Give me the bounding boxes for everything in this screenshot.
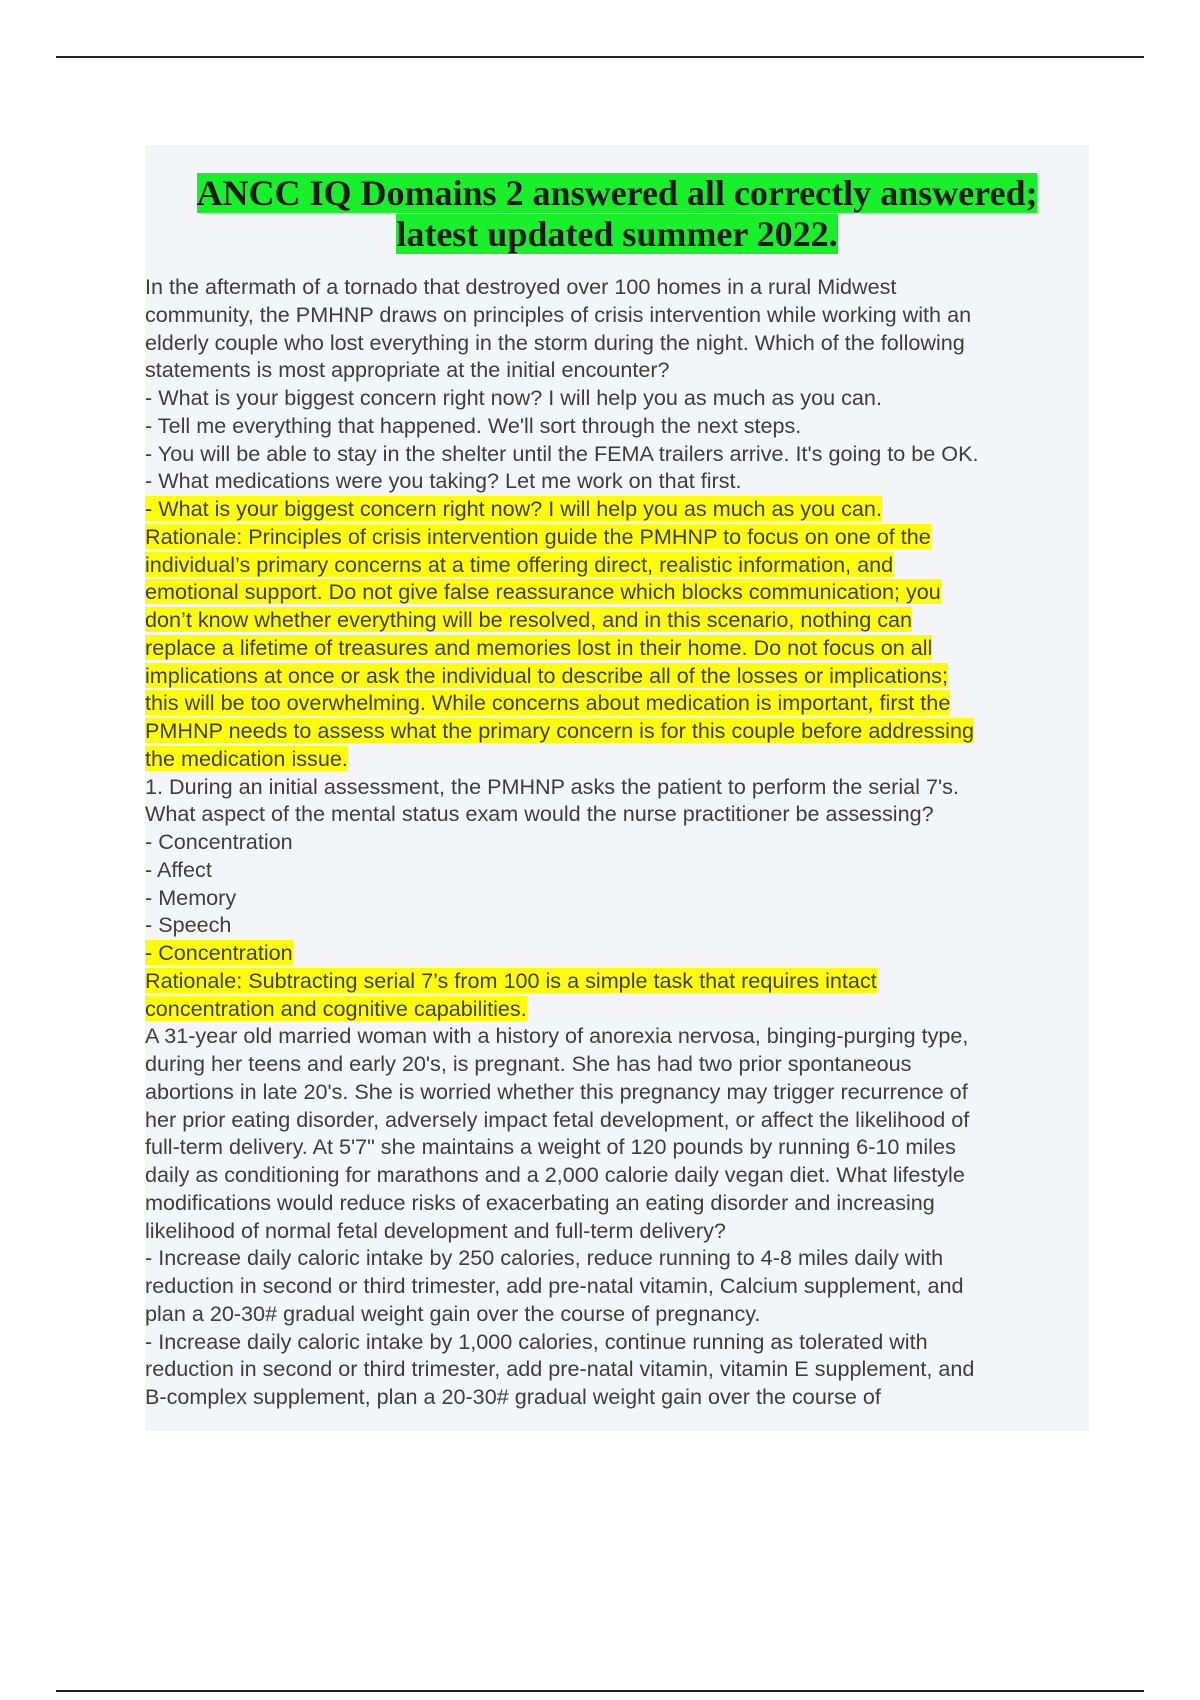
text-line <box>145 1022 1089 1050</box>
text-line <box>145 1106 1089 1134</box>
line-text: likelihood of normal fetal development and full-term delivery? <box>145 1217 726 1243</box>
title-line-1: ANCC IQ Domains 2 answered all correctly answered; <box>196 173 1038 213</box>
text-line <box>145 1300 1089 1328</box>
line-text: What aspect of the mental status exam would the nurse practitioner be assessing? <box>145 801 934 827</box>
line-text: B-complex supplement, plan a 20-30# gradual weight gain over the course of <box>145 1384 881 1409</box>
highlighted-answer-line <box>145 634 1089 662</box>
text-line <box>145 1217 1089 1245</box>
line-text: reduction in second or third trimester, add pre-natal vitamin, Calcium supplement, and <box>145 1273 964 1298</box>
text-line <box>145 412 1089 440</box>
line-text: replace a lifetime of treasures and memories lost in their home. Do not focus on all <box>145 634 933 660</box>
line-text: her prior eating disorder, adversely impact fetal development, or affect the likelihood of <box>145 1106 970 1132</box>
text-line <box>145 1244 1089 1272</box>
line-text: Rationale: Principles of crisis intervention guide the PMHNP to focus on one of the <box>145 523 931 549</box>
highlighted-answer-line <box>145 523 1089 551</box>
text-line <box>145 384 1089 412</box>
line-text: this will be too overwhelming. While concerns about medication is important, first the <box>145 690 951 716</box>
text-line <box>145 440 1089 468</box>
line-text: during her teens and early 20's, is pregnant. She has had two prior spontaneous <box>145 1051 912 1076</box>
text-line <box>145 1355 1089 1383</box>
text-line <box>145 1133 1089 1161</box>
text-line <box>145 884 1089 912</box>
line-text: - What is your biggest concern right now? I will help you as much as you can. <box>145 496 882 521</box>
document-content <box>145 145 1089 1431</box>
highlighted-answer-line <box>145 495 1089 523</box>
document-title <box>145 173 1089 255</box>
line-text: elderly couple who lost everything in the storm during the night. Which of the following <box>145 329 965 355</box>
line-text: daily as conditioning for marathons and a 2,000 calorie daily vegan diet. What lifestyle <box>145 1162 965 1187</box>
line-text: modifications would reduce risks of exacerbating an eating disorder and increasing <box>145 1189 935 1215</box>
line-text: - What medications were you taking? Let me work on that first. <box>145 468 742 494</box>
text-line <box>145 356 1089 384</box>
line-text: - You will be able to stay in the shelter until the FEMA trailers arrive. It's going to be OK. <box>145 440 979 466</box>
line-text: A 31-year old married woman with a history of anorexia nervosa, binging-purging type, <box>145 1023 969 1049</box>
line-text: the medication issue. <box>145 745 348 771</box>
highlighted-answer-line <box>145 606 1089 634</box>
highlighted-answer-line <box>145 995 1089 1023</box>
line-text: concentration and cognitive capabilities. <box>145 995 527 1021</box>
text-line <box>145 467 1089 495</box>
line-text: implications at once or ask the individual to describe all of the losses or implications; <box>145 662 948 688</box>
page-bottom-rule <box>56 1690 1144 1692</box>
highlighted-answer-line <box>145 551 1089 579</box>
line-text: - Speech <box>145 912 232 938</box>
text-line <box>145 273 1089 301</box>
line-text: community, the PMHNP draws on principles of crisis intervention while working with an <box>145 301 972 327</box>
text-line <box>145 301 1089 329</box>
highlighted-answer-line <box>145 967 1089 995</box>
line-text: plan a 20-30# gradual weight gain over the course of pregnancy. <box>145 1300 761 1326</box>
line-text: PMHNP needs to assess what the primary concern is for this couple before addressing <box>145 718 974 743</box>
line-text: 1. During an initial assessment, the PMHNP asks the patient to perform the serial 7's. <box>145 773 959 799</box>
text-line <box>145 911 1089 939</box>
text-line <box>145 1078 1089 1106</box>
highlighted-answer-line <box>145 689 1089 717</box>
line-text: - Concentration <box>145 940 293 965</box>
highlighted-answer-line <box>145 662 1089 690</box>
line-text: - Affect <box>145 856 212 882</box>
line-text: In the aftermath of a tornado that destroyed over 100 homes in a rural Midwest <box>145 274 897 299</box>
line-text: - Increase daily caloric intake by 1,000 calories, continue running as tolerated with <box>145 1328 928 1354</box>
text-line <box>145 1189 1089 1217</box>
text-line <box>145 828 1089 856</box>
line-text: emotional support. Do not give false reassurance which blocks communication; you <box>145 579 941 605</box>
highlighted-answer-line <box>145 578 1089 606</box>
line-text: full-term delivery. At 5'7" she maintains a weight of 120 pounds by running 6-10 miles <box>145 1134 956 1160</box>
line-text: individual’s primary concerns at a time offering direct, realistic information, and <box>145 551 894 577</box>
highlighted-answer-line <box>145 939 1089 967</box>
line-text: abortions in late 20's. She is worried whether this pregnancy may trigger recurrence of <box>145 1078 968 1104</box>
line-text: - Tell me everything that happened. We'll sort through the next steps. <box>145 412 802 438</box>
line-text: statements is most appropriate at the initial encounter? <box>145 357 670 383</box>
highlighted-answer-line <box>145 717 1089 745</box>
line-text: - What is your biggest concern right now? I will help you as much as you can. <box>145 385 882 410</box>
text-line <box>145 800 1089 828</box>
text-line <box>145 773 1089 801</box>
highlighted-answer-line <box>145 745 1089 773</box>
text-line <box>145 1272 1089 1300</box>
title-line-2: latest updated summer 2022. <box>396 214 838 254</box>
text-line <box>145 329 1089 357</box>
page-top-rule <box>56 56 1144 58</box>
line-text: don’t know whether everything will be resolved, and in this scenario, nothing can <box>145 607 913 632</box>
line-text: - Concentration <box>145 829 293 854</box>
line-text: - Memory <box>145 884 237 910</box>
line-text: - Increase daily caloric intake by 250 calories, reduce running to 4-8 miles daily with <box>145 1245 944 1271</box>
line-text: reduction in second or third trimester, add pre-natal vitamin, vitamin E supplement, and <box>145 1356 975 1382</box>
text-line <box>145 1328 1089 1356</box>
text-line <box>145 1050 1089 1078</box>
document-body <box>145 273 1089 1411</box>
text-line <box>145 856 1089 884</box>
text-line <box>145 1161 1089 1189</box>
line-text: Rationale: Subtracting serial 7’s from 100 is a simple task that requires intact <box>145 967 877 993</box>
text-line <box>145 1383 1089 1411</box>
